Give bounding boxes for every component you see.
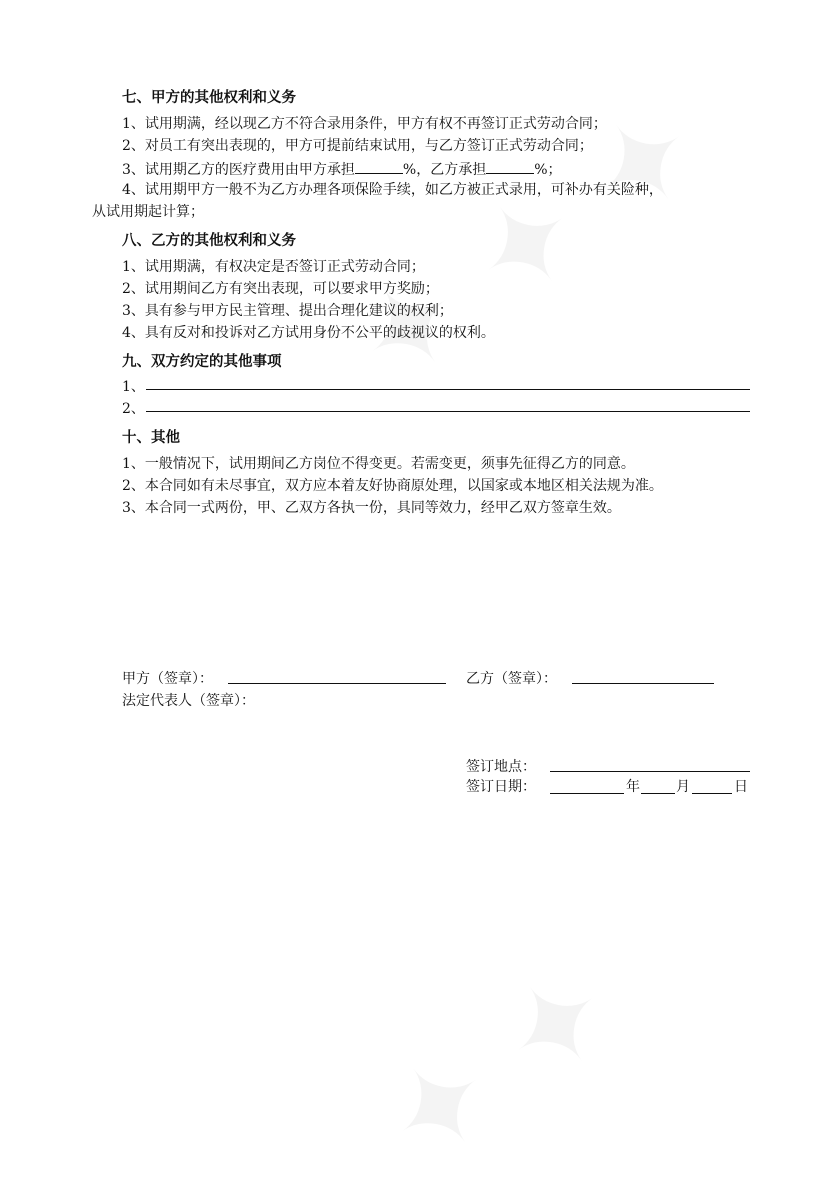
- blank-field[interactable]: [355, 159, 403, 174]
- blank-field[interactable]: [486, 159, 534, 174]
- date-day-line[interactable]: [692, 793, 732, 794]
- section-9-item-1: 1、: [122, 379, 145, 395]
- section-8-item-3: 3、具有参与甲方民主管理、提出合理化建议的权利；: [122, 303, 453, 319]
- section-7-item-3: [122, 159, 562, 179]
- section-7-item-3-part-a: 3、试用期乙方的医疗费用由甲方承担: [122, 162, 355, 178]
- party-a-sign-line[interactable]: [228, 683, 446, 684]
- section-7-item-4-cont: 从试用期起计算；: [92, 204, 204, 220]
- fill-line[interactable]: [146, 411, 750, 412]
- party-b-sign-line[interactable]: [572, 683, 714, 684]
- sign-date-label: 签订日期：: [466, 779, 536, 795]
- section-10-item-1: 1、一般情况下，试用期间乙方岗位不得变更。若需变更，须事先征得乙方的同意。: [122, 456, 635, 472]
- section-8-item-1: 1、试用期满，有权决定是否签订正式劳动合同；: [122, 259, 425, 275]
- section-8-item-2: 2、试用期间乙方有突出表现，可以要求甲方奖励；: [122, 281, 439, 297]
- party-a-sign-label: 甲方（签章）：: [122, 671, 213, 687]
- section-7-item-2: 2、对员工有突出表现的，甲方可提前结束试用，与乙方签订正式劳动合同；: [122, 138, 593, 154]
- sign-place-label: 签订地点：: [466, 759, 536, 775]
- party-b-sign-label: 乙方（签章）：: [466, 671, 557, 687]
- section-8-item-4: 4、具有反对和投诉对乙方试用身份不公平的歧视议的权利。: [122, 325, 495, 341]
- date-year-line[interactable]: [550, 793, 624, 794]
- date-day-label: 日: [734, 779, 748, 795]
- date-month-line[interactable]: [641, 793, 675, 794]
- legal-rep-sign-label: 法定代表人（签章）：: [122, 693, 255, 709]
- section-9-item-2: 2、: [122, 401, 145, 417]
- date-year-label: 年: [626, 779, 640, 795]
- section-10-item-2: 2、本合同如有未尽事宜，双方应本着友好协商原处理，以国家或本地区相关法规为准。: [122, 478, 663, 494]
- section-7-item-1: 1、试用期满，经以现乙方不符合录用条件，甲方有权不再签订正式劳动合同；: [122, 116, 607, 132]
- date-month-label: 月: [676, 779, 690, 795]
- section-9-title: 九、双方约定的其他事项: [122, 354, 282, 370]
- section-10-title: 十、其他: [122, 430, 180, 446]
- sign-place-line[interactable]: [550, 771, 750, 772]
- fill-line[interactable]: [146, 389, 750, 390]
- section-7-title: 七、甲方的其他权利和义务: [122, 90, 296, 106]
- section-10-item-3: 3、本合同一式两份，甲、乙双方各执一份，具同等效力，经甲乙双方签章生效。: [122, 500, 621, 516]
- section-7-item-4: 4、试用期甲方一般不为乙方办理各项保险手续，如乙方被正式录用，可补办有关险种，: [122, 182, 663, 198]
- section-7-item-3-part-b: %，乙方承担: [402, 162, 487, 178]
- section-8-title: 八、乙方的其他权利和义务: [122, 233, 296, 249]
- section-7-item-3-part-c: %；: [534, 162, 562, 178]
- watermark: [360, 941, 639, 1194]
